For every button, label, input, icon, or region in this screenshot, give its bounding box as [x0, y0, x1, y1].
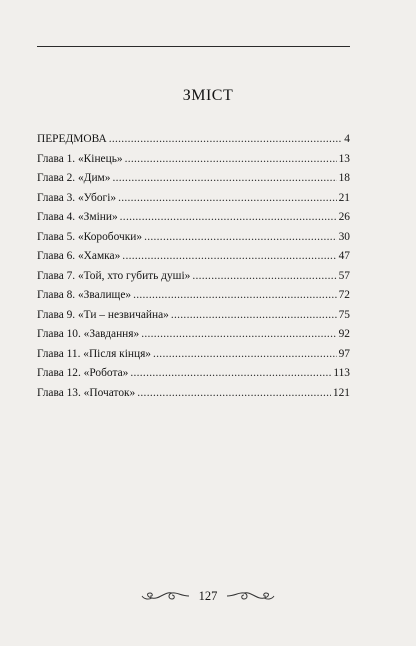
toc-entry-title: Глава 6. «Хамка» [37, 250, 121, 262]
toc-entry [37, 130, 350, 150]
toc-leader-dots [112, 169, 336, 189]
toc-entry [37, 286, 350, 306]
table-of-contents [37, 130, 350, 403]
toc-heading: ЗМІСТ [182, 87, 234, 104]
toc-entry-title: Глава 9. «Ти – незвичайна» [37, 308, 169, 321]
toc-entry-page: 18 [338, 172, 350, 184]
toc-entry-title: Глава 8. «Звалище» [37, 289, 132, 301]
toc-leader-dots [144, 228, 337, 248]
toc-leader-dots [125, 150, 337, 170]
toc-entry-title: Глава 4. «Зміни» [37, 211, 118, 223]
toc-entry [37, 189, 350, 209]
toc-leader-dots [171, 306, 337, 326]
toc-leader-dots [153, 345, 337, 365]
toc-entry-page: 13 [338, 152, 350, 165]
toc-entry-title: Глава 13. «Початок» [37, 386, 136, 399]
toc-entry-title: Глава 5. «Коробочки» [37, 230, 143, 243]
toc-entry-page: 26 [338, 211, 350, 223]
toc-entry-title: Глава 3. «Убогі» [37, 191, 117, 204]
toc-entry-page: 21 [338, 191, 350, 204]
scroll-flourish-icon [225, 589, 275, 603]
scroll-flourish-icon [141, 589, 191, 603]
toc-leader-dots [141, 325, 336, 345]
toc-entry-page: 72 [338, 289, 350, 301]
toc-entry-title: ПЕРЕДМОВА [37, 133, 107, 145]
toc-entry-page: 75 [338, 308, 350, 321]
toc-entry-title: Глава 7. «Той, хто губить душі» [37, 269, 191, 282]
toc-entry [37, 364, 350, 384]
toc-entry [37, 169, 350, 189]
toc-leader-dots [109, 130, 343, 150]
toc-entry-title: Глава 2. «Дим» [37, 172, 111, 184]
toc-leader-dots [137, 384, 331, 404]
toc-entry [37, 384, 350, 404]
toc-entry-title: Глава 10. «Завдання» [37, 328, 140, 340]
toc-leader-dots [118, 189, 337, 209]
toc-entry-title: Глава 1. «Кінець» [37, 152, 123, 165]
toc-entry [37, 150, 350, 170]
toc-entry-page: 97 [338, 347, 350, 360]
toc-leader-dots [133, 286, 337, 306]
toc-entry [37, 267, 350, 287]
toc-leader-dots [130, 364, 331, 384]
toc-entry-page: 4 [344, 133, 350, 145]
top-rule [37, 46, 350, 47]
toc-entry [37, 306, 350, 326]
toc-entry-title: Глава 11. «Після кінця» [37, 347, 151, 360]
toc-entry [37, 228, 350, 248]
toc-leader-dots [122, 247, 336, 267]
toc-entry-page: 92 [338, 328, 350, 340]
toc-entry [37, 247, 350, 267]
toc-entry-page: 113 [333, 367, 350, 379]
toc-entry [37, 325, 350, 345]
toc-entry-page: 57 [338, 269, 350, 282]
page-number: 127 [198, 588, 218, 603]
toc-leader-dots [192, 267, 336, 287]
toc-entry [37, 345, 350, 365]
toc-entry-page: 30 [338, 230, 350, 243]
toc-entry-page: 121 [332, 386, 350, 399]
page-footer [0, 586, 416, 606]
toc-leader-dots [120, 208, 337, 228]
toc-entry [37, 208, 350, 228]
toc-entry-title: Глава 12. «Робота» [37, 367, 129, 379]
toc-entry-page: 47 [338, 250, 350, 262]
